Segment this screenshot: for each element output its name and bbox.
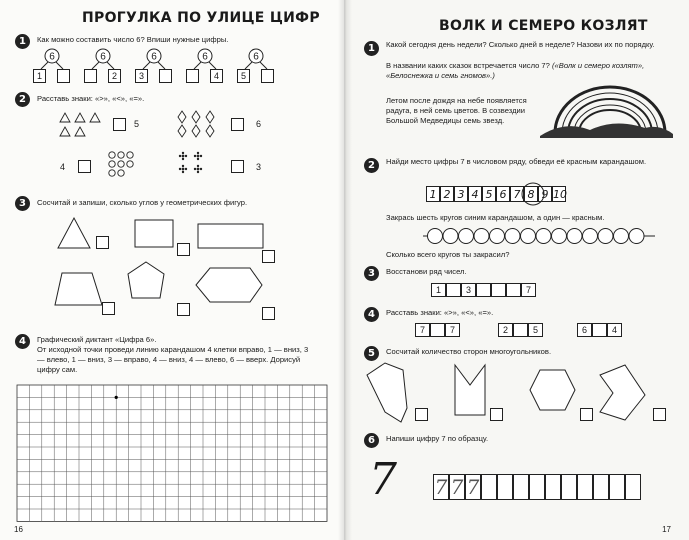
restore-cell: 3 — [461, 283, 476, 297]
rectangle-figure — [135, 220, 173, 247]
notched-polygon — [455, 365, 485, 415]
task-number: 1 — [15, 34, 30, 49]
branch-line — [92, 62, 99, 69]
part-box[interactable] — [261, 69, 274, 83]
count-answer-box[interactable] — [231, 160, 244, 173]
compare-cell: 7 — [415, 323, 430, 337]
target-number: 6 — [253, 51, 259, 63]
page-title: ВОЛК И СЕМЕРО КОЗЛЯТ — [439, 18, 648, 34]
sequence-cell: 10 — [553, 188, 567, 201]
task-text: Как можно составить число 6? Впиши нужные цифры. — [37, 35, 229, 44]
writing-cell[interactable] — [545, 474, 561, 500]
compare-cell: 6 — [577, 323, 592, 337]
sign-cell[interactable] — [592, 323, 607, 337]
right-page — [345, 0, 689, 540]
task-text: Расставь знаки: «>», «<», «=». — [386, 308, 494, 317]
writing-cell[interactable] — [497, 474, 513, 500]
count-answer-box[interactable] — [78, 160, 91, 173]
page-number: 16 — [14, 525, 23, 534]
branch-line — [260, 62, 267, 69]
task-text: Найди место цифры 7 в числовом ряду, обведи её красным карандашом. — [386, 157, 647, 166]
writing-cell[interactable] — [481, 474, 497, 500]
part-box: 4 — [210, 69, 223, 83]
sign-cell[interactable] — [430, 323, 445, 337]
count-answer-box[interactable] — [113, 118, 126, 131]
sequence-cell: 3 — [454, 186, 468, 202]
compare-value: 5 — [134, 119, 140, 129]
trapezoid-figure — [55, 273, 102, 305]
task-number: 5 — [364, 346, 379, 361]
task-text: Сосчитай количество сторон многоугольников. — [386, 347, 552, 356]
circles-row[interactable] — [423, 223, 663, 249]
pentagon-figure — [128, 262, 164, 298]
left-page — [0, 0, 344, 540]
branch-line — [143, 62, 150, 69]
writing-cell[interactable]: 7 — [466, 475, 480, 499]
target-number: 6 — [49, 51, 55, 63]
geometric-figures — [0, 210, 344, 320]
start-point — [115, 396, 118, 399]
paint-circle — [614, 229, 629, 244]
sequence-cell: 1 — [426, 186, 440, 202]
sequence-cell: 8 — [524, 186, 538, 202]
dictation-grid[interactable] — [17, 385, 329, 525]
compare-value: 4 — [60, 162, 66, 172]
writing-cell[interactable] — [561, 474, 577, 500]
sequence-cell: 9 — [538, 186, 552, 202]
count-answer-box[interactable] — [231, 118, 244, 131]
paint-circle — [598, 229, 613, 244]
part-box[interactable] — [186, 69, 199, 83]
writing-cell[interactable] — [609, 474, 625, 500]
branch-line — [56, 62, 63, 69]
sides-answer-box[interactable] — [653, 408, 666, 421]
sequence-cell: 4 — [468, 186, 482, 202]
page-title: ПРОГУЛКА ПО УЛИЦЕ ЦИФР — [82, 10, 320, 26]
angles-answer-box[interactable] — [177, 243, 190, 256]
target-number: 6 — [100, 51, 106, 63]
part-box: 2 — [108, 69, 121, 83]
branch-line — [107, 62, 114, 69]
task-text-circles: Закрась шесть кругов синим карандашом, а один — красным. — [386, 213, 605, 222]
restore-cell[interactable] — [506, 283, 521, 297]
compare-value: 6 — [256, 119, 262, 129]
task-number: 2 — [15, 92, 30, 107]
page-number: 17 — [662, 525, 671, 534]
paint-circle — [583, 229, 598, 244]
polygons-row — [345, 360, 675, 430]
sequence-cell: 5 — [482, 186, 496, 202]
sides-answer-box[interactable] — [415, 408, 428, 421]
paint-circle — [474, 229, 489, 244]
part-box[interactable] — [57, 69, 70, 83]
restore-cell: 1 — [431, 283, 446, 297]
compare-cell: 5 — [528, 323, 543, 337]
angles-answer-box[interactable] — [102, 302, 115, 315]
compare-cell: 4 — [607, 323, 622, 337]
task-number: 4 — [15, 334, 30, 349]
branch-line — [209, 62, 216, 69]
compare-cell: 7 — [445, 323, 460, 337]
angles-answer-box[interactable] — [177, 303, 190, 316]
sign-cell[interactable] — [513, 323, 528, 337]
book-gutter — [338, 0, 352, 540]
angles-answer-box[interactable] — [262, 250, 275, 263]
restore-cell[interactable] — [476, 283, 491, 297]
paint-circle — [443, 229, 458, 244]
part-box: 1 — [33, 69, 46, 83]
triangle-figure — [58, 218, 90, 248]
sample-digit: 7 — [369, 454, 397, 505]
sequence-cell: 7 — [510, 186, 524, 202]
paint-circle — [459, 229, 474, 244]
branch-line — [41, 62, 48, 69]
task-number: 6 — [364, 433, 379, 448]
hexagon-polygon — [530, 370, 575, 410]
task-text-facts: Летом после дождя на небе появляется радуга, в ней семь цветов. В созвездии Большой Медведицы семь звезд. — [386, 96, 527, 125]
part-box: 3 — [135, 69, 148, 83]
paint-circle — [552, 229, 567, 244]
part-box[interactable] — [84, 69, 97, 83]
counting-shapes — [0, 105, 344, 185]
task-text-question: Сколько всего кругов ты закрасил? — [386, 250, 510, 259]
task-number: 1 — [364, 41, 379, 56]
paint-circle — [428, 229, 443, 244]
paint-circle — [567, 229, 582, 244]
restore-cell: 7 — [521, 283, 536, 297]
part-box[interactable] — [159, 69, 172, 83]
writing-cell[interactable]: 7 — [434, 475, 448, 499]
writing-cell[interactable] — [529, 474, 545, 500]
task-number: 2 — [364, 158, 379, 173]
writing-cell[interactable] — [577, 474, 593, 500]
highlight-circle — [521, 179, 551, 209]
paint-circle — [521, 229, 536, 244]
sequence-cell: 6 — [496, 186, 510, 202]
restore-cell[interactable] — [491, 283, 506, 297]
writing-cell[interactable] — [593, 474, 609, 500]
task-text: Восстанови ряд чисел. — [386, 267, 467, 276]
branch-line — [158, 62, 165, 69]
branch-line — [245, 62, 252, 69]
compare-value: 3 — [256, 162, 262, 172]
irregular-polygon — [367, 363, 407, 422]
chevron-polygon — [600, 365, 645, 420]
sides-answer-box[interactable] — [580, 408, 593, 421]
branch-line — [194, 62, 201, 69]
hexagon-figure — [196, 268, 262, 302]
rainbow-illustration — [535, 78, 675, 138]
task-number: 3 — [15, 196, 30, 211]
wide-rectangle-figure — [198, 224, 263, 248]
task-number: 4 — [364, 307, 379, 322]
writing-cell[interactable] — [625, 474, 641, 500]
sequence-cell: 2 — [440, 186, 454, 202]
task-text: Расставь знаки: «>», «<», «=». — [37, 94, 145, 103]
part-box: 5 — [237, 69, 250, 83]
target-number: 6 — [151, 51, 157, 63]
writing-cell[interactable] — [513, 474, 529, 500]
task-text: Графический диктант «Цифра 6». — [37, 335, 157, 344]
paint-circle — [490, 229, 505, 244]
task-text: Напиши цифру 7 по образцу. — [386, 434, 489, 443]
task-number: 3 — [364, 266, 379, 281]
task-text-fairy-tales: В названии каких сказок встречается число 7? («Волк и семеро козлят», «Белоснежка и семь гномов».) — [386, 61, 645, 80]
writing-cell[interactable]: 7 — [450, 475, 464, 499]
angles-answer-box[interactable] — [262, 307, 275, 320]
compare-cell: 2 — [498, 323, 513, 337]
paint-circle — [505, 229, 520, 244]
restore-cell[interactable] — [446, 283, 461, 297]
angles-answer-box[interactable] — [96, 236, 109, 249]
task-instruction: От исходной точки проведи линию карандашом 4 клетки вправо, 1 — вниз, 3 — влево, 1 — вниз, 3 — вправо, 4 — вниз, 4 — влево, 6 — вверх. Дорисуй цифру сам. — [37, 345, 309, 374]
sides-answer-box[interactable] — [490, 408, 503, 421]
paint-circle — [536, 229, 551, 244]
target-number: 6 — [202, 51, 208, 63]
paint-circle — [629, 229, 644, 244]
task-text: Какой сегодня день недели? Сколько дней в неделе? Назови их по порядку. — [386, 40, 655, 49]
task-text: Сосчитай и запиши, сколько углов у геометрических фигур. — [37, 198, 248, 207]
